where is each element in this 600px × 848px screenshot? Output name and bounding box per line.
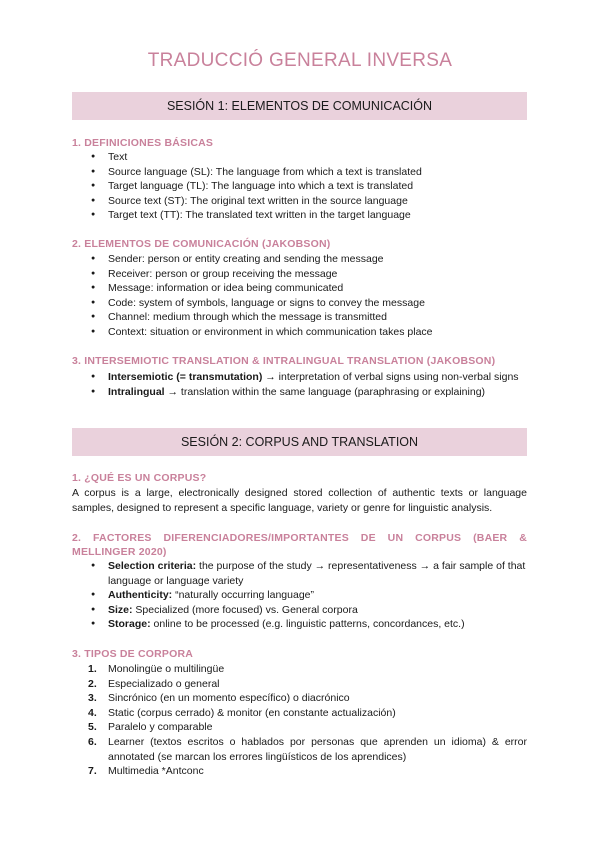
list-item: ● Storage: online to be processed (e.g. linguistic patterns, concordances, etc.) bbox=[72, 617, 527, 632]
list-item: ● Authenticity: “naturally occurring language” bbox=[72, 588, 527, 603]
session-2-header: SESIÓN 2: CORPUS AND TRANSLATION bbox=[72, 428, 527, 456]
section-heading: 1. ¿QUÉ ES UN CORPUS? bbox=[72, 472, 207, 484]
list-item: ● Intralingual → translation within the same language (paraphrasing or explaining) bbox=[72, 385, 527, 400]
list-item: ● Intersemiotic (= transmutation) → interpretation of verbal signs using non-verbal signs bbox=[72, 370, 527, 385]
corpus-factors-list bbox=[72, 559, 527, 632]
list-item: 2. Especializado o general bbox=[88, 677, 220, 690]
list-item: ● Receiver: person or group receiving the message bbox=[72, 267, 527, 282]
list-item: 3. Sincrónico (en un momento específico) o diacrónico bbox=[88, 692, 350, 705]
list-item: 6. Learner (textos escritos o hablados por personas que aprenden un idioma) & error annotated (se marcan los errores lingüísticos de los aprendices) bbox=[88, 735, 527, 763]
section-heading: 3. TIPOS DE CORPORA bbox=[72, 648, 194, 660]
list-item: ● Message: information or idea being communicated bbox=[72, 281, 527, 296]
section-heading: 1. DEFINICIONES BÁSICAS bbox=[72, 137, 214, 149]
list-item: 7. Multimedia *Antconc bbox=[88, 765, 204, 778]
list-item: ● Code: system of symbols, language or signs to convey the message bbox=[72, 296, 527, 311]
list-item: 5. Paralelo y comparable bbox=[88, 721, 213, 734]
list-item: ● Source language (SL): The language from which a text is translated bbox=[72, 165, 527, 180]
corpora-types-list bbox=[72, 662, 527, 779]
section-heading: 3. INTERSEMIOTIC TRANSLATION & INTRALINGUAL TRANSLATION (JAKOBSON) bbox=[72, 355, 496, 367]
list-item: ● Target text (TT): The translated text written in the target language bbox=[72, 208, 527, 223]
list-item: ● Source text (ST): The original text written in the source language bbox=[72, 194, 527, 209]
section-heading: 2. FACTORES DIFERENCIADORES/IMPORTANTES DE UN CORPUS (BAER & MELLINGER 2020) bbox=[72, 532, 527, 558]
list-item: ● Text bbox=[72, 150, 527, 165]
list-item: ● Target language (TL): The language into which a text is translated bbox=[72, 179, 527, 194]
list-item: ● Selection criteria: the purpose of the study → representativeness → a fair sample of that language or language variety bbox=[72, 559, 527, 588]
translation-types-list bbox=[72, 370, 527, 399]
list-item: ● Sender: person or entity creating and sending the message bbox=[72, 252, 527, 267]
definitions-list bbox=[72, 150, 527, 223]
list-item: 1. Monolingüe o multilingüe bbox=[88, 663, 225, 675]
corpus-definition: A corpus is a large, electronically designed stored collection of authentic texts or language samples, designed to represent a specific language, variety or genre for linguistic analysis. bbox=[72, 487, 527, 514]
communication-elements-list bbox=[72, 252, 527, 340]
document-title: TRADUCCIÓ GENERAL INVERSA bbox=[147, 50, 453, 71]
list-item: 4. Static (corpus cerrado) & monitor (en constante actualización) bbox=[88, 706, 396, 719]
list-item: ● Channel: medium through which the message is transmitted bbox=[72, 310, 527, 325]
section-heading: 2. ELEMENTOS DE COMUNICACIÓN (JAKOBSON) bbox=[72, 238, 331, 250]
list-item: ● Size: Specialized (more focused) vs. General corpora bbox=[72, 603, 527, 618]
session-1-header: SESIÓN 1: ELEMENTOS DE COMUNICACIÓN bbox=[72, 92, 527, 120]
list-item: ● Context: situation or environment in which communication takes place bbox=[72, 325, 527, 340]
